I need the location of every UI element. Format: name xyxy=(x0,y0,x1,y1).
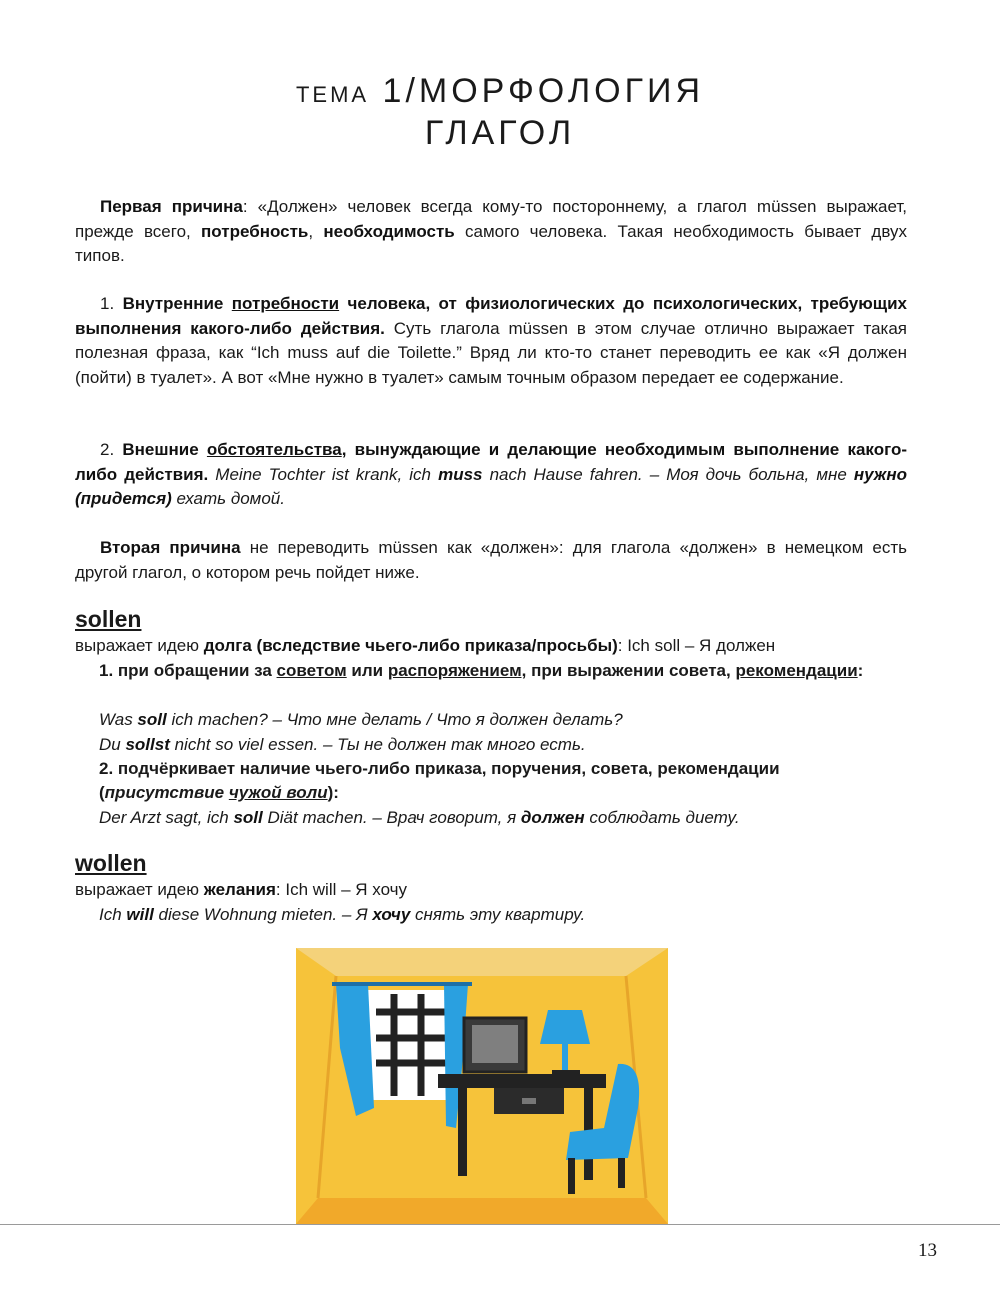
text-run: самого человека. Такая необходимость бывает двух типов. xyxy=(75,221,907,265)
floor xyxy=(296,1198,668,1224)
text-run: : «Должен» человек всегда кому-то постороннему, а глагол müssen выражает, прежде всего, xyxy=(75,197,907,241)
example-text: соблюдать диету. xyxy=(584,808,740,827)
room-illustration xyxy=(296,948,668,1224)
lamp-shade xyxy=(540,1010,590,1044)
sollen-example-2 xyxy=(99,733,907,758)
bold-term: Первая причина xyxy=(100,197,243,216)
bold-example: soll xyxy=(233,808,263,827)
title-prefix: ТЕМА xyxy=(295,82,370,107)
text-run: 1. при обращении за xyxy=(99,661,277,680)
paragraph-first-reason xyxy=(75,195,907,269)
sollen-point-2 xyxy=(99,757,907,782)
underlined-term: чужой воли xyxy=(228,783,328,802)
paragraph-internal-needs xyxy=(75,292,907,390)
example-text: Ich xyxy=(99,905,127,924)
bold-term: , вынуждающие и делающие необходимым выполнение какого-либо действия. xyxy=(75,440,907,484)
page-subtitle: ГЛАГОЛ xyxy=(424,114,576,152)
heading-wollen: wollen xyxy=(75,850,147,876)
text-run: 2. подчёркивает наличие чьего-либо приказа, поручения, совета, рекомендации xyxy=(99,759,780,778)
bold-example: нужно (придется) xyxy=(75,464,907,508)
text-run: : xyxy=(857,661,864,680)
example-text: ich machen? – Что мне делать / Что я должен делать? xyxy=(166,710,623,729)
underlined-term: потребности xyxy=(231,294,340,313)
lamp-stem xyxy=(562,1044,568,1072)
bold-example: sollst xyxy=(125,735,170,754)
text-run: при выражении совета, xyxy=(526,661,736,680)
example-text: diese Wohnung mieten. – Я xyxy=(153,905,373,924)
sollen-point-1 xyxy=(99,659,907,684)
underlined-term: обстоятельства xyxy=(206,440,342,459)
text-run: или xyxy=(346,661,388,680)
chair-leg-left xyxy=(568,1158,575,1194)
example-text: ехать домой. xyxy=(171,489,285,508)
example-text: Diät machen. – Врач говорит, я xyxy=(262,808,521,827)
footer-divider xyxy=(0,1224,1000,1225)
bold-term: Внутренние xyxy=(122,294,232,313)
ceiling xyxy=(296,948,668,976)
bold-term: потребность xyxy=(201,221,309,241)
sollen-point-2-note xyxy=(99,781,907,806)
sollen-example-3 xyxy=(99,806,907,831)
bold-term: желания xyxy=(203,880,276,899)
text-run: 2. xyxy=(100,440,123,459)
example-text: nach Hause fahren. – Моя дочь больна, мне xyxy=(482,464,854,484)
bold-example: soll xyxy=(137,710,167,729)
text-run: выражает идею xyxy=(75,636,204,655)
example-text: Meine Tochter ist krank, ich xyxy=(208,464,439,484)
bold-example: хочу xyxy=(372,905,411,924)
bold-example: должен xyxy=(520,808,585,827)
bold-example: muss xyxy=(438,464,483,484)
example-text: присутствие xyxy=(104,783,229,802)
underlined-term: советом xyxy=(276,661,347,680)
bold-term: долга (вследствие чьего-либо приказа/просьбы) xyxy=(203,636,618,655)
wollen-example xyxy=(99,903,907,928)
example-text: Der Arzt sagt, ich xyxy=(99,808,234,827)
text-run: , xyxy=(308,221,324,241)
desk-top xyxy=(438,1074,606,1088)
paragraph-second-reason xyxy=(75,536,907,585)
bold-term: Вторая причина xyxy=(100,538,241,557)
chair-leg-right xyxy=(618,1158,625,1188)
text-run: выражает идею xyxy=(75,880,204,899)
page-number: 13 xyxy=(918,1240,937,1261)
heading-sollen: sollen xyxy=(75,606,142,632)
underlined-term: рекомендации xyxy=(735,661,858,680)
paragraph-external-circumstances xyxy=(75,438,907,512)
sollen-definition xyxy=(75,634,907,659)
bold-term: человека, от физиологических до психологических, требующих выполнения какого-либо действия. xyxy=(75,294,907,338)
text-run: ): xyxy=(327,783,339,802)
bold-term: Внешние xyxy=(122,440,207,459)
underlined-term: распоряжением, xyxy=(387,661,527,680)
drawer-handle xyxy=(522,1098,536,1104)
text-run: не переводить müssen как «должен»: для глагола «должен» в немецком есть другой глагол, о котором речь пойдет ниже. xyxy=(75,538,907,582)
wollen-definition xyxy=(75,878,907,903)
title-main: 1/МОРФОЛОГИЯ xyxy=(382,72,705,110)
example-text: Was xyxy=(99,710,138,729)
sollen-example-1 xyxy=(99,708,907,733)
example-text: Du xyxy=(99,735,126,754)
monitor-screen xyxy=(472,1025,518,1063)
text-run: : Ich will – Я хочу xyxy=(275,880,408,899)
example-text: снять эту квартиру. xyxy=(410,905,586,924)
text-run: Суть глагола müssen в этом случае отлично выражает такая полезная фраза, как “Ich muss auf die Toilette.” Вряд ли кто-то станет переводить ее как «Я должен (пойти) в туалет». А вот «Мне нужно в туалет» самым точным образом передает ее содержание. xyxy=(75,318,907,387)
text-run: 1. xyxy=(100,294,123,313)
example-text: nicht so viel essen. – Ты не должен так много есть. xyxy=(169,735,586,754)
text-run: : Ich soll – Я должен xyxy=(617,636,776,655)
bold-term: необходимость xyxy=(323,221,455,241)
text-run: ( xyxy=(99,783,105,802)
desk-leg-left xyxy=(458,1088,467,1176)
page-title xyxy=(0,72,1000,111)
bold-example: will xyxy=(126,905,154,924)
